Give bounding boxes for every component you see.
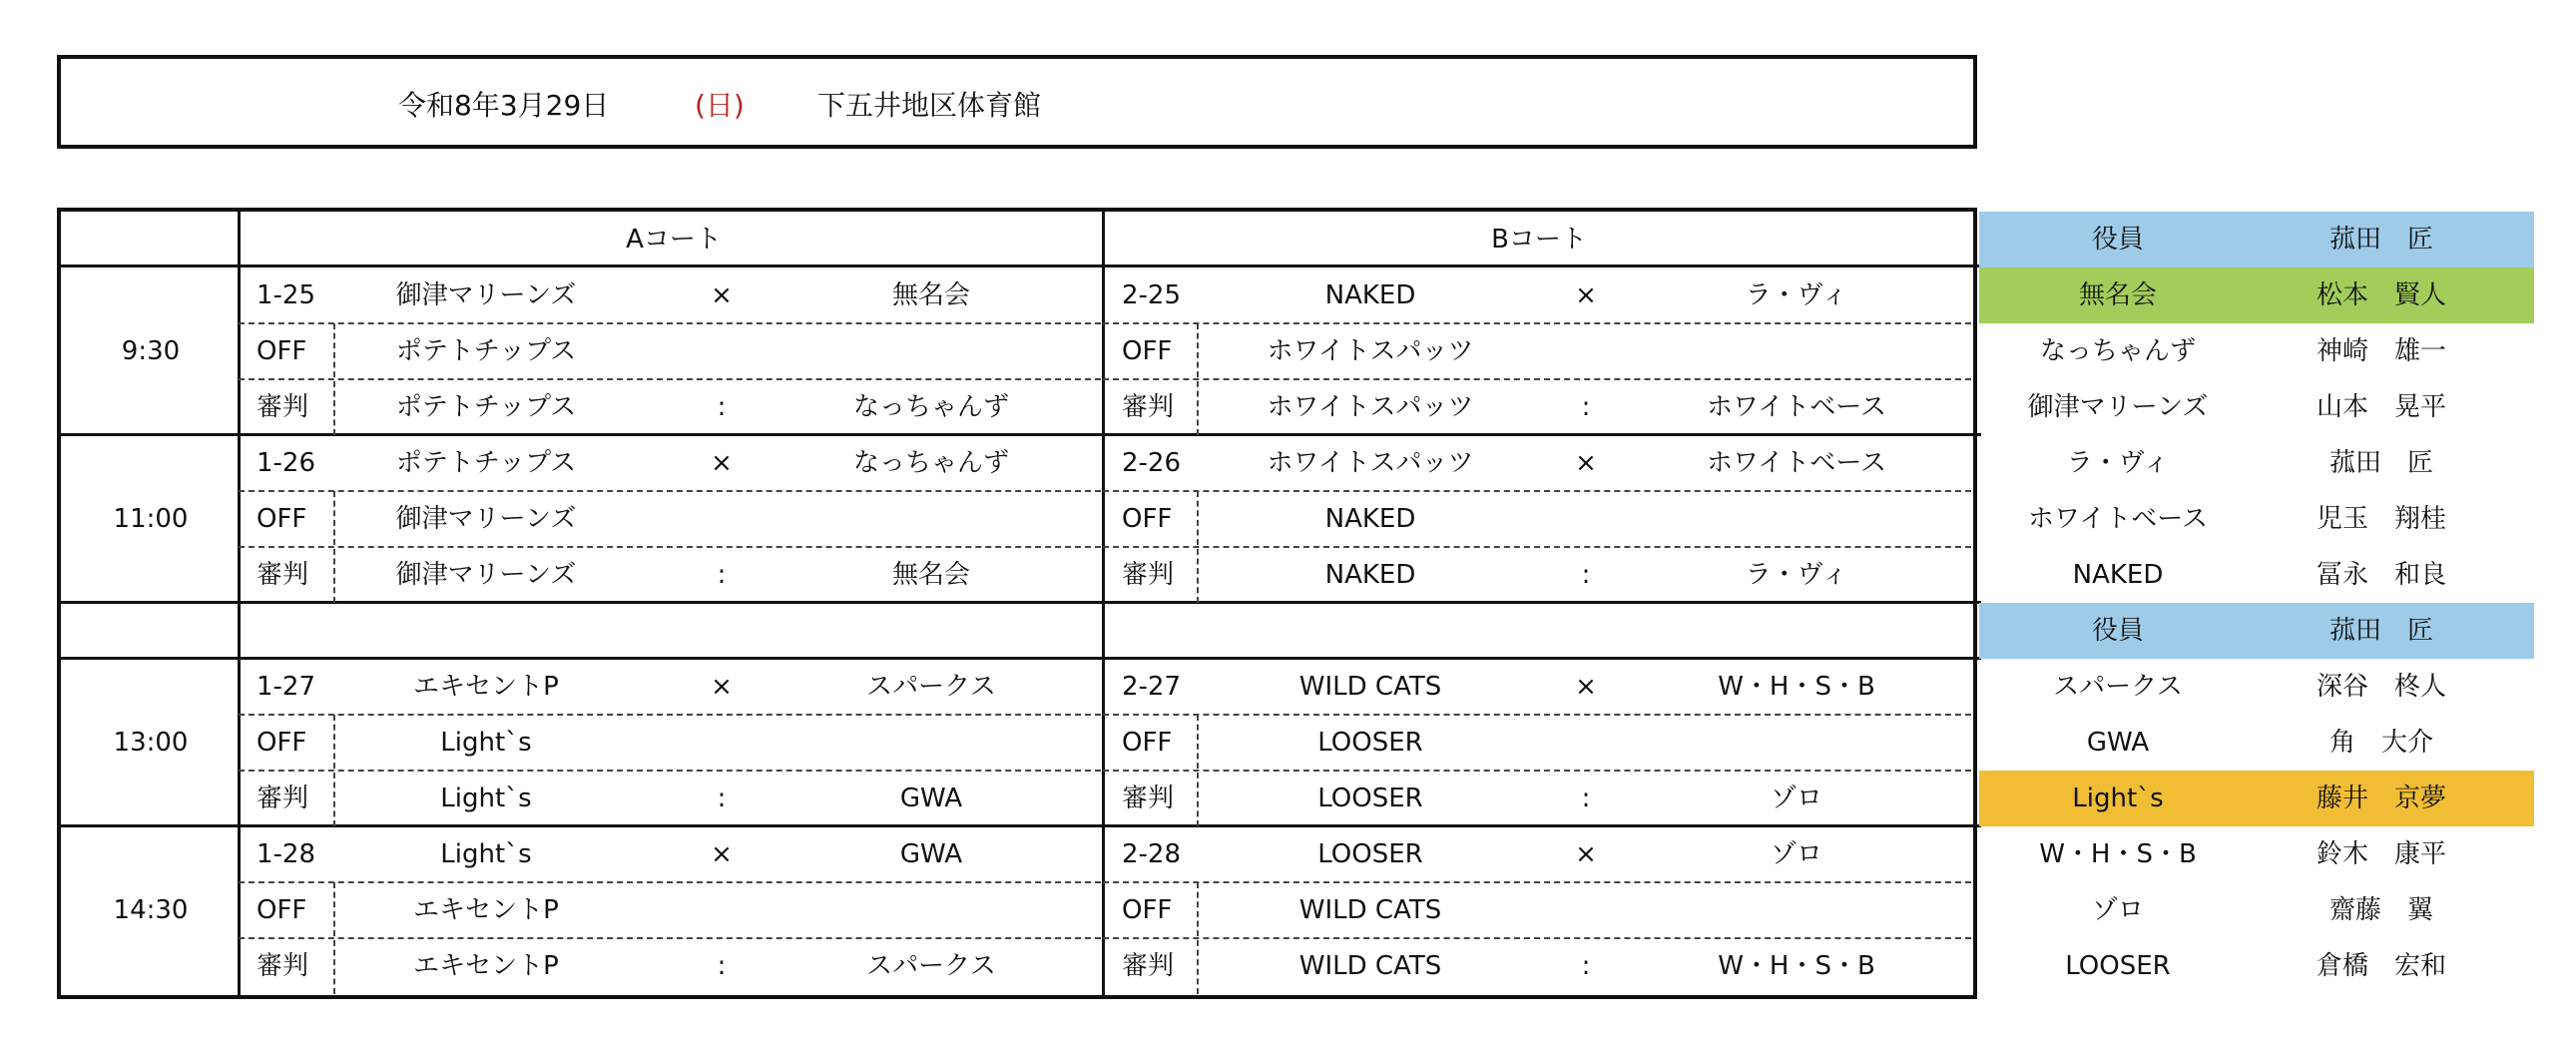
official-team: GWA — [2086, 728, 2150, 758]
header-divider — [61, 264, 1981, 267]
referee-team-2: W・H・S・B — [1718, 951, 1875, 981]
match-number: 2-27 — [1122, 672, 1182, 702]
official-team: NAKED — [2072, 560, 2164, 590]
block-divider — [61, 657, 1981, 660]
match-number: 2-28 — [1122, 839, 1182, 869]
team-home: エキセントP — [413, 672, 559, 702]
row-divider — [239, 937, 1101, 939]
event-date: 令和8年3月29日 — [398, 89, 610, 122]
block-divider — [61, 433, 1981, 436]
official-name: 鈴木 康平 — [2316, 839, 2447, 869]
row-divider — [1103, 881, 1971, 883]
row-divider — [239, 881, 1101, 883]
court-a-header: Aコート — [626, 225, 722, 255]
vs-mark: × — [711, 448, 733, 478]
referee-team-2: なっちゃんず — [852, 392, 1010, 422]
official-name: 菰田 匠 — [2328, 448, 2434, 478]
official-name: 角 大介 — [2328, 728, 2434, 758]
official-team: 御津マリーンズ — [2027, 392, 2209, 422]
team-away: ラ・ヴィ — [1745, 280, 1848, 310]
team-away: GWA — [899, 839, 963, 869]
block-divider — [61, 601, 1981, 604]
off-label: OFF — [1122, 728, 1173, 758]
official-name: 冨永 和良 — [2316, 560, 2447, 590]
referee-team-2: スパークス — [866, 951, 996, 981]
off-label: OFF — [257, 895, 307, 925]
label-divider — [333, 715, 335, 826]
official-team: Light`s — [2072, 784, 2164, 813]
referee-separator: : — [1581, 392, 1591, 422]
official-team: ホワイトベース — [2028, 504, 2208, 534]
team-away: 無名会 — [891, 280, 971, 310]
referee-label: 審判 — [257, 392, 309, 422]
referee-team-1: NAKED — [1324, 560, 1416, 590]
label-divider — [333, 882, 335, 994]
official-row — [1979, 267, 2534, 323]
official-name: 深谷 柊人 — [2316, 672, 2447, 702]
team-home: Light`s — [440, 839, 532, 869]
referee-label: 審判 — [1122, 560, 1175, 590]
team-away: ホワイトベース — [1707, 448, 1886, 478]
row-divider — [1103, 322, 1971, 324]
off-team: WILD CATS — [1298, 895, 1442, 925]
official-name: 松本 賢人 — [2316, 280, 2447, 310]
vs-mark: × — [1575, 280, 1597, 310]
off-label: OFF — [1122, 895, 1173, 925]
label-divider — [1197, 491, 1199, 603]
row-divider — [239, 378, 1101, 380]
referee-team-2: ゾロ — [1770, 784, 1823, 813]
referee-team-1: エキセントP — [413, 951, 559, 981]
match-number: 1-26 — [257, 448, 316, 478]
referee-team-1: ホワイトスパッツ — [1267, 392, 1474, 422]
off-label: OFF — [257, 728, 307, 758]
official-row — [1979, 212, 2534, 267]
referee-separator: : — [717, 784, 727, 813]
schedule-table — [57, 208, 1977, 999]
referee-separator: : — [717, 560, 727, 590]
off-team: LOOSER — [1317, 728, 1423, 758]
referee-team-2: GWA — [899, 784, 963, 813]
official-name: 菰田 匠 — [2328, 616, 2434, 646]
row-divider — [1103, 546, 1971, 548]
off-label: OFF — [1122, 336, 1173, 366]
official-name: 倉橋 宏和 — [2316, 951, 2447, 981]
team-home: WILD CATS — [1298, 672, 1442, 702]
label-divider — [333, 491, 335, 603]
official-row — [1979, 491, 2534, 547]
official-team: LOOSER — [2065, 951, 2171, 981]
official-team: 役員 — [2091, 225, 2145, 255]
official-row — [1979, 379, 2534, 435]
off-team: 御津マリーンズ — [395, 504, 577, 534]
official-name: 菰田 匠 — [2328, 225, 2434, 255]
off-team: エキセントP — [413, 895, 559, 925]
row-divider — [1103, 770, 1971, 772]
team-home: LOOSER — [1317, 839, 1423, 869]
referee-label: 審判 — [257, 951, 309, 981]
team-home: ポテトチップス — [395, 448, 577, 478]
official-row — [1979, 882, 2534, 938]
off-team: ポテトチップス — [395, 336, 577, 366]
row-divider — [1103, 490, 1971, 492]
official-team: W・H・S・B — [2039, 839, 2197, 869]
referee-team-1: Light`s — [440, 784, 532, 813]
team-away: ゾロ — [1770, 839, 1823, 869]
label-divider — [1197, 715, 1199, 826]
team-home: 御津マリーンズ — [395, 280, 577, 310]
official-row — [1979, 547, 2534, 603]
match-number: 1-28 — [257, 839, 316, 869]
off-team: NAKED — [1324, 504, 1416, 534]
referee-team-2: 無名会 — [891, 560, 971, 590]
official-name: 児玉 翔桂 — [2316, 504, 2447, 534]
official-team: スパークス — [2053, 672, 2183, 702]
off-team: Light`s — [440, 728, 532, 758]
referee-team-2: ラ・ヴィ — [1745, 560, 1848, 590]
official-name: 神崎 雄一 — [2316, 336, 2447, 366]
referee-separator: : — [1581, 784, 1591, 813]
referee-team-1: WILD CATS — [1298, 951, 1442, 981]
official-row — [1979, 659, 2534, 715]
match-number: 2-26 — [1122, 448, 1182, 478]
official-team: 無名会 — [2078, 280, 2158, 310]
vs-mark: × — [711, 672, 733, 702]
official-team: ラ・ヴィ — [2066, 448, 2170, 478]
vs-mark: × — [711, 839, 733, 869]
court-b-header: Bコート — [1491, 225, 1587, 255]
official-row — [1979, 938, 2534, 994]
referee-separator: : — [717, 392, 727, 422]
off-label: OFF — [257, 336, 307, 366]
official-row — [1979, 771, 2534, 826]
official-row — [1979, 323, 2534, 379]
off-label: OFF — [257, 504, 307, 534]
team-home: NAKED — [1324, 280, 1416, 310]
referee-label: 審判 — [1122, 951, 1175, 981]
header-box — [57, 55, 1977, 149]
label-divider — [1197, 323, 1199, 435]
row-divider — [239, 546, 1101, 548]
row-divider — [239, 490, 1101, 492]
day-of-week: (日) — [695, 89, 745, 122]
referee-label: 審判 — [257, 560, 309, 590]
team-away: スパークス — [866, 672, 996, 702]
official-row — [1979, 826, 2534, 882]
referee-separator: : — [717, 951, 727, 981]
row-divider — [1103, 378, 1971, 380]
official-name: 藤井 京夢 — [2316, 784, 2447, 813]
official-team: ゾロ — [2091, 895, 2145, 925]
referee-label: 審判 — [1122, 392, 1175, 422]
referee-team-2: ホワイトベース — [1707, 392, 1886, 422]
referee-team-1: ポテトチップス — [395, 392, 577, 422]
match-number: 1-25 — [257, 280, 316, 310]
row-divider — [1103, 937, 1971, 939]
venue-name: 下五井地区体育館 — [817, 89, 1042, 122]
row-divider — [239, 714, 1101, 716]
label-divider — [333, 323, 335, 435]
official-team: なっちゃんず — [2039, 336, 2197, 366]
row-divider — [239, 322, 1101, 324]
block-divider — [61, 824, 1981, 827]
match-number: 2-25 — [1122, 280, 1182, 310]
vs-mark: × — [1575, 448, 1597, 478]
team-away: なっちゃんず — [852, 448, 1010, 478]
off-label: OFF — [1122, 504, 1173, 534]
team-away: W・H・S・B — [1718, 672, 1875, 702]
row-divider — [239, 770, 1101, 772]
time-slot: 9:30 — [121, 336, 181, 366]
referee-label: 審判 — [1122, 784, 1175, 813]
official-name: 齋藤 翼 — [2328, 895, 2434, 925]
row-divider — [1103, 714, 1971, 716]
referee-separator: : — [1581, 951, 1591, 981]
referee-label: 審判 — [257, 784, 309, 813]
time-slot: 11:00 — [113, 504, 189, 534]
official-team: 役員 — [2091, 616, 2145, 646]
official-row — [1979, 603, 2534, 659]
match-number: 1-27 — [257, 672, 316, 702]
vs-mark: × — [711, 280, 733, 310]
team-home: ホワイトスパッツ — [1267, 448, 1474, 478]
time-slot: 13:00 — [113, 728, 189, 758]
referee-team-1: 御津マリーンズ — [395, 560, 577, 590]
off-team: ホワイトスパッツ — [1267, 336, 1474, 366]
label-divider — [1197, 882, 1199, 994]
official-name: 山本 晃平 — [2316, 392, 2447, 422]
official-row — [1979, 435, 2534, 491]
referee-separator: : — [1581, 560, 1591, 590]
vs-mark: × — [1575, 839, 1597, 869]
vs-mark: × — [1575, 672, 1597, 702]
official-row — [1979, 715, 2534, 771]
time-slot: 14:30 — [113, 895, 189, 925]
referee-team-1: LOOSER — [1317, 784, 1423, 813]
